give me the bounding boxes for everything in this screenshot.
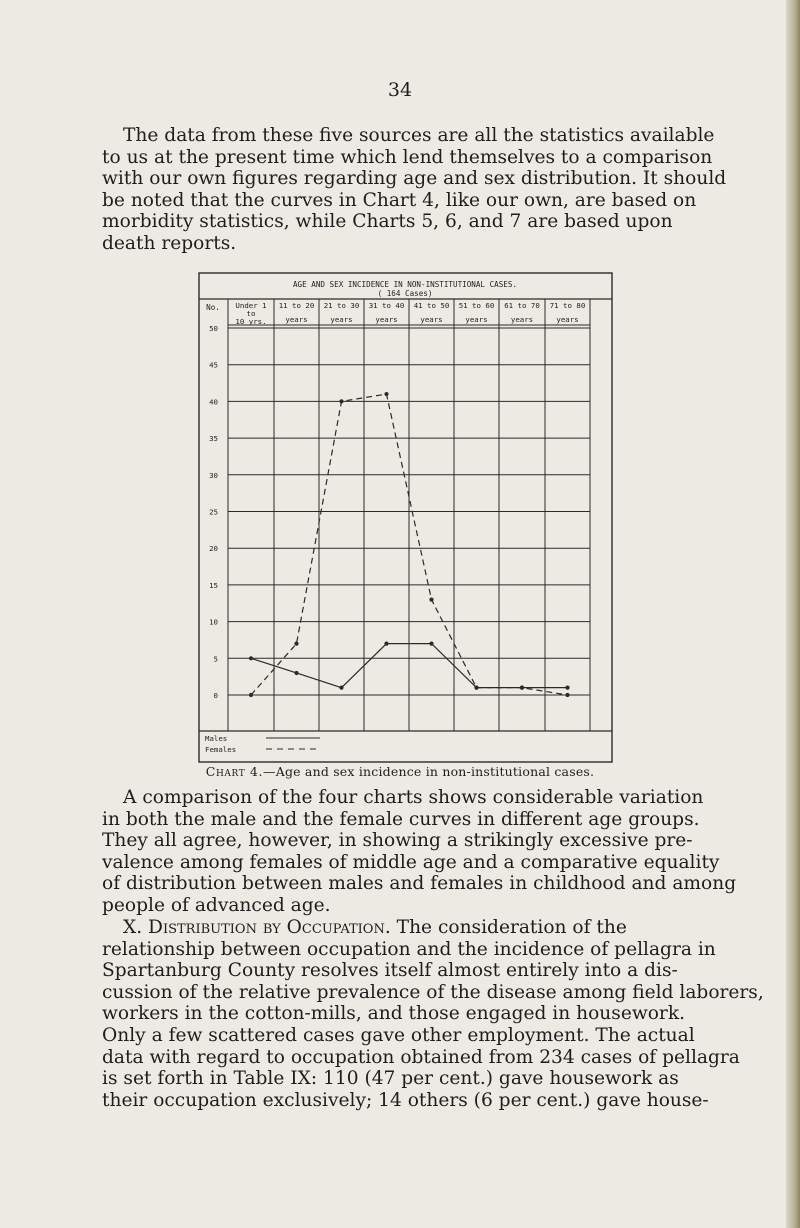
y-tick-label: 50	[209, 324, 218, 333]
chart-caption	[0, 764, 800, 779]
paragraph-line: is set forth in Table IX: 110 (47 per cent.) gave housework as	[102, 1068, 679, 1090]
x-category-label: 71 to 80 years	[549, 301, 586, 324]
caption-label: Chart 4.	[205, 764, 264, 779]
paragraph-line: be noted that the curves in Chart 4, like our own, are based on	[102, 189, 697, 211]
paragraph-line: morbidity statistics, while Charts 5, 6, and 7 are based upon	[102, 211, 673, 233]
paragraph-line: A comparison of the four charts shows considerable variation	[123, 787, 704, 808]
y-tick-label: 10	[209, 617, 218, 627]
paragraph-line: relationship between occupation and the incidence of pellagra in	[102, 938, 716, 960]
females-data-point	[339, 399, 343, 403]
x-category-label: 61 to 70 years	[504, 301, 540, 324]
paragraph-line: people of advanced age.	[102, 894, 331, 916]
paragraph-line: with our own figures regarding age and sex distribution. It should	[102, 168, 727, 190]
x-category-label: 51 to 60 years	[458, 301, 495, 324]
x-category-label: Under 1 to 10 yrs.	[235, 301, 267, 326]
paragraph-line: valence among females of middle age and a comparative equality	[102, 851, 720, 873]
females-data-point	[384, 392, 388, 396]
y-tick-label: 0	[213, 691, 218, 700]
y-tick-label: 15	[209, 580, 218, 590]
x-category-label: 11 to 20 years	[278, 301, 315, 324]
legend-label: Males	[205, 734, 228, 743]
x-category-label: 31 to 40 years	[368, 301, 405, 324]
females-data-point	[249, 693, 253, 697]
females-data-point	[565, 693, 569, 697]
y-tick-label: 25	[209, 507, 218, 517]
chart-legend	[205, 734, 320, 754]
x-category-label: 21 to 30 years	[323, 301, 360, 324]
paragraph-line: They all agree, however, in showing a strikingly excessive pre-	[102, 830, 693, 852]
paragraph-line: death reports.	[102, 232, 237, 254]
paragraph-line: of distribution between males and females in childhood and among	[102, 873, 737, 895]
males-data-point	[565, 686, 569, 690]
paragraph-line: cussion of the relative prevalence of the disease among field laborers,	[102, 981, 764, 1003]
females-data-point	[520, 686, 524, 690]
y-axis-header: No.	[206, 303, 220, 312]
paragraph-3	[102, 917, 764, 1111]
paragraph-line: their occupation exclusively; 14 others (6 per cent.) gave house-	[102, 1089, 709, 1111]
legend-label: Females	[205, 745, 237, 754]
males-data-point	[384, 642, 388, 646]
males-data-point	[249, 656, 253, 660]
chart-frame	[199, 273, 612, 762]
paragraph-line: workers in the cotton-mills, and those engaged in housework.	[102, 1003, 685, 1025]
chart-subtitle: ( 164 Cases)	[377, 289, 433, 298]
paragraph-line: to us at the present time which lend themselves to a comparison	[102, 146, 713, 168]
y-tick-label: 20	[209, 544, 218, 554]
paragraph-line: Only a few scattered cases gave other employment. The actual	[102, 1024, 695, 1046]
males-data-point	[294, 671, 298, 675]
males-data-point	[429, 642, 433, 646]
x-category-label: 41 to 50 years	[413, 301, 450, 324]
y-tick-label: 5	[213, 654, 218, 664]
chart-border	[199, 273, 612, 762]
paragraph-line-rest: The consideration of the	[390, 917, 627, 938]
paragraph-2	[102, 787, 737, 917]
females-data-point	[294, 642, 298, 646]
females-data-point	[429, 597, 433, 601]
caption-text: —Age and sex incidence in non-institutional cases.	[263, 764, 595, 779]
paragraph-line: in both the male and the female curves in different age groups.	[102, 808, 700, 830]
females-data-point	[474, 686, 478, 690]
paragraph-line: Spartanburg County resolves itself almost entirely into a dis-	[102, 960, 678, 982]
section-heading: X. Distribution by Occupation.	[123, 917, 391, 938]
paragraph-line: The data from these five sources are all the statistics available	[123, 125, 715, 146]
y-tick-label: 40	[209, 397, 218, 407]
y-tick-label: 35	[209, 434, 218, 444]
paragraph-line	[102, 917, 696, 939]
page-number: 34	[387, 79, 413, 101]
chart-grid	[228, 299, 590, 731]
chart-title: AGE AND SEX INCIDENCE IN NON-INSTITUTIONAL CASES.	[292, 280, 518, 289]
males-data-point	[339, 686, 343, 690]
y-tick-label: 45	[209, 360, 218, 370]
chart-labels	[206, 280, 585, 700]
paragraph-line: data with regard to occupation obtained from 234 cases of pellagra	[102, 1046, 740, 1068]
y-tick-label: 30	[209, 470, 218, 480]
